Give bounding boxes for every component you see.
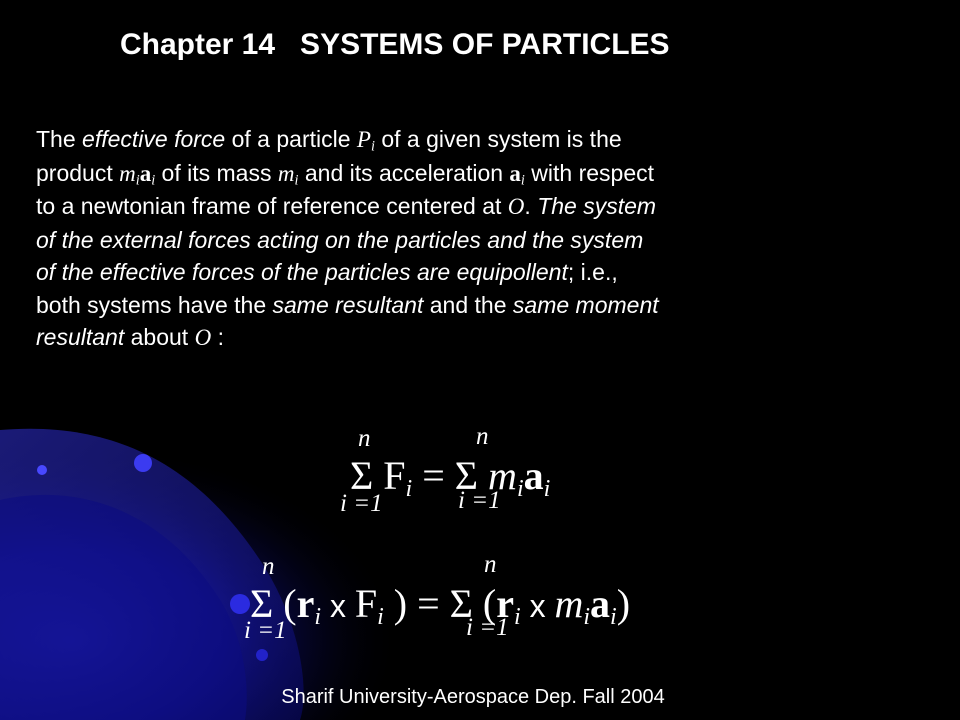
paragraph-line-5: of the effective forces of the particles are equipollent; i.e., (36, 259, 618, 285)
paragraph-line-1: The effective force of a particle $P_i$ of a given system is the (36, 126, 622, 155)
swoosh-dot-2 (134, 454, 152, 472)
paragraph-line-3: to a newtonian frame of reference centered at O. The system (36, 193, 657, 219)
sigma-symbol: Σ (449, 581, 473, 626)
equation-force-sum: Σ $F_i = \Sigma$ $m_ia_i$ (350, 453, 551, 503)
equation-moment-sum: Σ ($r_i$ x $F_i$ ) = Σ ($r_i$ x $m_ia_i$) (250, 581, 631, 631)
paragraph-line-2: product $m_ia_i$ of its mass $m_i$ and its acceleration $a_i$ with respect (36, 159, 654, 189)
eq1-upper-limit-2: n (476, 423, 489, 450)
eq2-lower-limit-2: i =1 (466, 614, 509, 641)
slide-footer (0, 686, 960, 709)
eq2-lower-limit-1: i =1 (244, 617, 287, 644)
paragraph-line-6: both systems have the same resultant and the same moment (36, 291, 659, 318)
slide-paragraph (36, 123, 916, 355)
sigma-symbol: Σ (350, 453, 374, 498)
eq2-upper-limit-2: n (484, 551, 497, 578)
eq2-upper-limit-1: n (262, 553, 275, 580)
footer-text: Sharif University-Aerospace Dep. Fall 2004 (281, 686, 665, 708)
eq1-lower-limit-1: i =1 (340, 490, 383, 517)
slide-title: Chapter 14 SYSTEMS OF PARTICLES (120, 28, 670, 61)
sigma-symbol: Σ (250, 581, 274, 626)
swoosh-dot-3 (230, 594, 250, 614)
swoosh-dot-1 (37, 465, 47, 475)
paragraph-line-7: resultant about O : (36, 324, 224, 350)
swoosh-dot-4 (256, 649, 268, 661)
sigma-symbol: Σ (454, 453, 479, 498)
eq1-lower-limit-2: i =1 (458, 487, 501, 514)
eq1-upper-limit-1: n (358, 425, 371, 452)
paragraph-line-4: of the external forces acting on the particles and the system (36, 226, 644, 253)
